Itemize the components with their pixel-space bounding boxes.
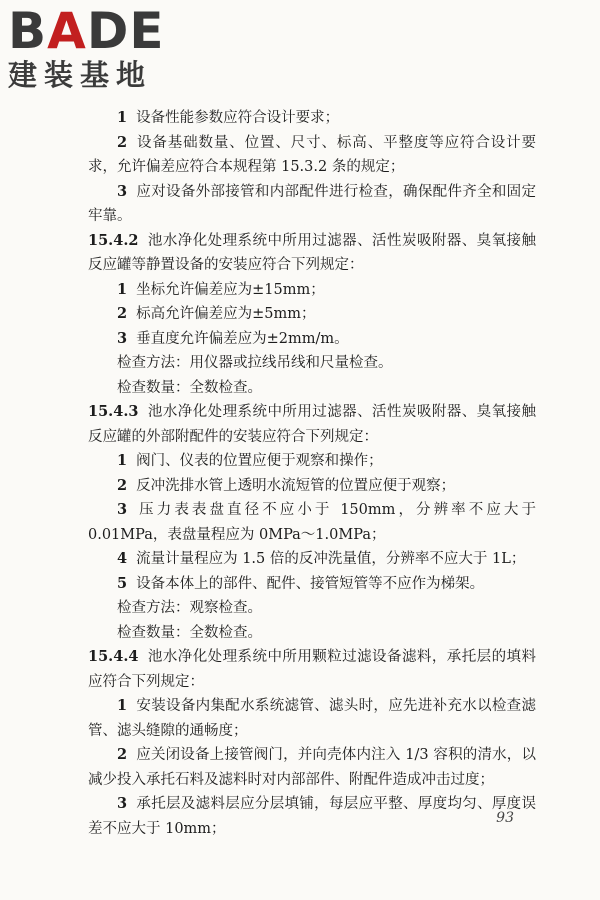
item-number: 1 (117, 280, 128, 298)
paragraph-text: 设备本体上的部件、配件、接管短管等不应作为梯架。 (136, 575, 485, 592)
item-number: 1 (117, 697, 128, 714)
paragraph-text: 检查数量：全数检查。 (117, 624, 262, 641)
item-number: 2 (117, 746, 128, 763)
paragraph-text: 坐标允许偏差应为±15mm； (136, 281, 325, 298)
paragraph-text: 反冲洗排水管上透明水流短管的位置应便于观察； (136, 477, 456, 494)
section-number: 15.4.4 (88, 648, 139, 665)
document-body (88, 106, 536, 841)
paragraph-text: 设备性能参数应符合设计要求； (136, 110, 340, 126)
paragraph-text: 标高允许偏差应为±5mm； (136, 306, 316, 322)
check-note (88, 621, 536, 646)
paragraph-text: 流量计量程应为 1.5 倍的反冲洗量值，分辨率不应大于 1L； (136, 551, 526, 567)
item-number: 4 (117, 550, 128, 567)
bade-logo (8, 2, 178, 92)
logo-accent-letter: A (47, 2, 87, 60)
item-number: 3 (117, 329, 128, 347)
list-item (88, 302, 536, 327)
paragraph-text: 应关闭设备上接管阀门，并向壳体内注入 1/3 容积的清水，以减少投入承托石料及滤料时对内部部件、附配件造成冲击过度； (88, 747, 536, 788)
paragraph-text: 池水净化处理系统中所用颗粒过滤设备滤料，承托层的填料应符合下列规定： (88, 649, 536, 690)
paragraph-text: 池水净化处理系统中所用过滤器、活性炭吸附器、臭氧接触反应罐的外部附配件的安装应符合下列规定： (88, 404, 536, 445)
list-item (88, 180, 536, 229)
section-paragraph (88, 229, 536, 278)
list-item (88, 278, 536, 303)
paragraph-text: 设备基础数量、位置、尺寸、标高、平整度等应符合设计要求，允许偏差应符合本规程第 15.3.2 条的规定； (88, 134, 536, 175)
list-item (88, 131, 536, 180)
item-number: 2 (117, 476, 128, 494)
item-number: 3 (117, 501, 128, 518)
check-note (88, 376, 536, 401)
paragraph-text: 阀门、仪表的位置应便于观察和操作； (136, 453, 383, 469)
paragraph-text: 检查方法：用仪器或拉线吊线和尺量检查。 (117, 355, 393, 371)
list-item (88, 474, 536, 499)
item-number: 1 (117, 452, 128, 469)
list-item (88, 547, 536, 572)
paragraph-text: 应对设备外部接管和内部配件进行检查，确保配件齐全和固定牢靠。 (88, 183, 536, 224)
paragraph-text: 池水净化处理系统中所用过滤器、活性炭吸附器、臭氧接触反应罐等静置设备的安装应符合下列规定： (88, 232, 536, 273)
paragraph-text: 垂直度允许偏差应为±2mm/m。 (136, 330, 349, 347)
section-paragraph (88, 645, 536, 694)
paragraph-text: 压力表表盘直径不应小于 150mm，分辨率不应大于 0.01MPa，表盘量程应为 0MPa～1.0MPa； (88, 502, 536, 543)
check-note (88, 596, 536, 621)
item-number: 2 (117, 133, 128, 151)
paragraph-text: 安装设备内集配水系统滤管、滤头时，应先进补充水以检查滤管、滤头缝隙的通畅度； (88, 698, 536, 739)
item-number: 1 (117, 109, 128, 126)
list-item (88, 449, 536, 474)
page-number: 93 (496, 810, 514, 826)
item-number: 3 (117, 795, 128, 812)
section-number: 15.4.3 (88, 403, 139, 420)
list-item (88, 743, 536, 792)
list-item (88, 498, 536, 547)
section-paragraph (88, 400, 536, 449)
logo-wordmark: BADE (8, 2, 165, 60)
paragraph-text: 检查方法：观察检查。 (117, 600, 262, 616)
list-item (88, 572, 536, 597)
list-item (88, 694, 536, 743)
list-item (88, 792, 536, 841)
item-number: 3 (117, 182, 128, 200)
logo-subtitle: 建装基地 (8, 58, 153, 92)
list-item (88, 327, 536, 352)
item-number: 2 (117, 305, 128, 322)
section-number: 15.4.2 (88, 231, 139, 249)
paragraph-text: 承托层及滤料层应分层填铺，每层应平整、厚度均匀、厚度误差不应大于 10mm； (88, 796, 536, 837)
check-note (88, 351, 536, 376)
paragraph-text: 检查数量：全数检查。 (117, 379, 262, 396)
list-item (88, 106, 536, 131)
item-number: 5 (117, 574, 128, 592)
